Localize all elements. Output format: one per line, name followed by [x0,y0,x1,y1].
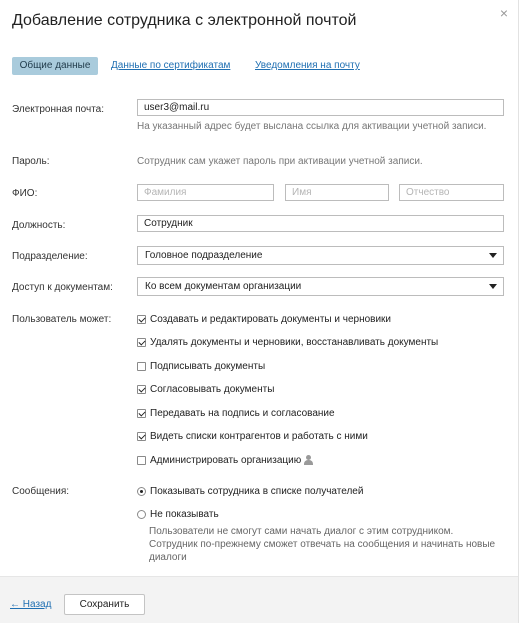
checkbox[interactable] [137,385,146,394]
department-select[interactable] [137,246,504,265]
save-button[interactable]: Сохранить [64,594,145,615]
permission-label: Согласовывать документы [150,383,275,395]
checkbox[interactable] [137,456,146,465]
permission-counterparties[interactable] [137,429,368,443]
permissions-label: Пользователь может: [12,314,112,325]
close-icon[interactable]: × [499,5,508,21]
permission-label: Администрировать организацию [150,454,302,466]
department-value: Головное подразделение [145,250,263,261]
checkbox[interactable] [137,315,146,324]
department-label: Подразделение: [12,251,88,262]
tab-general[interactable]: Общие данные [12,57,98,75]
messages-label: Сообщения: [12,486,70,497]
radio-button[interactable] [137,487,146,496]
dialog-footer [0,576,518,623]
messages-option-label: Не показывать [150,508,219,520]
radio-button[interactable] [137,510,146,519]
messages-option-show[interactable] [137,484,363,498]
permission-sign[interactable] [137,359,265,373]
email-field[interactable] [137,99,504,116]
permission-label: Удалять документы и черновики, восстанавливать документы [150,336,439,348]
permission-approve[interactable] [137,382,274,396]
messages-note: Пользователи не смогут сами начать диалог с этим сотрудником. Сотрудник по-прежнему сможет отвечать на сообщения и начинать новые диалоги [149,526,496,563]
checkbox[interactable] [137,432,146,441]
last-name-field[interactable] [137,184,274,201]
doc-access-select[interactable] [137,277,504,296]
back-link[interactable]: ← Назад [10,599,52,610]
password-label: Пароль: [12,156,50,167]
chevron-down-icon [489,284,497,289]
checkbox[interactable] [137,362,146,371]
email-label: Электронная почта: [12,104,105,115]
password-info: Сотрудник сам укажет пароль при активации учетной записи. [137,156,423,167]
doc-access-label: Доступ к документам: [12,282,113,293]
permission-delete-restore[interactable] [137,335,438,349]
checkbox[interactable] [137,409,146,418]
permission-administer[interactable] [137,453,313,467]
messages-option-hide[interactable] [137,507,219,521]
position-label: Должность: [12,220,66,231]
permission-label: Видеть списки контрагентов и работать с ними [150,430,368,442]
tab-email-notifications[interactable]: Уведомления на почту [255,60,360,71]
permission-label: Передавать на подпись и согласование [150,407,335,419]
permission-label: Подписывать документы [150,360,266,372]
checkbox[interactable] [137,338,146,347]
permission-create-edit[interactable] [137,312,391,326]
fio-label: ФИО: [12,188,38,199]
middle-name-field[interactable] [399,184,504,201]
permission-send-for-signing[interactable] [137,406,335,420]
dialog-title: Добавление сотрудника с электронной почтой [12,12,357,29]
person-icon [304,455,313,465]
doc-access-value: Ко всем документам организации [145,281,302,292]
tab-certificates[interactable]: Данные по сертификатам [111,60,231,71]
messages-option-label: Показывать сотрудника в списке получателей [150,485,364,497]
chevron-down-icon [489,253,497,258]
email-hint: На указанный адрес будет выслана ссылка для активации учетной записи. [137,121,487,132]
first-name-field[interactable] [285,184,389,201]
position-field[interactable] [137,215,504,232]
permission-label: Создавать и редактировать документы и черновики [150,313,392,325]
